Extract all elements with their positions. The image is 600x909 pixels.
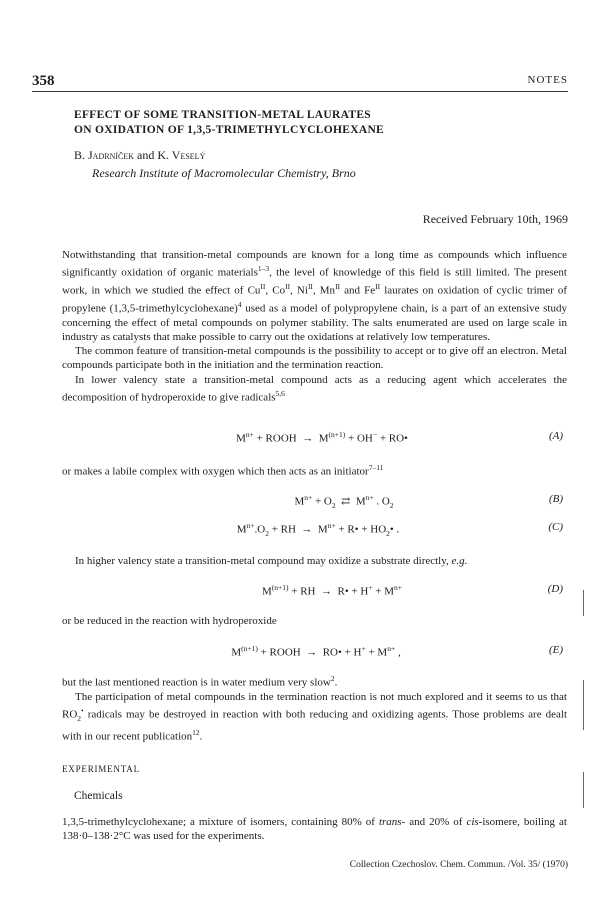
affiliation: Research Institute of Macromolecular Chemistry, Brno [92, 166, 356, 180]
equation-c [0, 521, 600, 539]
author-1: B. Jadrníček [74, 148, 135, 162]
equation-a [0, 430, 600, 448]
received-date: Received February 10th, 1969 [422, 212, 568, 226]
title-line-1: EFFECT OF SOME TRANSITION-METAL LAURATES [74, 109, 371, 121]
paragraph-9: 1,3,5-trimethylcyclohexane; a mixture of isomers, containing 80% of trans- and 20% of cis-isomere, boiling at 138·0–138·2°C was used for the experiments. [62, 816, 567, 843]
author-2: K. Veselý [157, 148, 206, 162]
header-rule [32, 91, 568, 92]
intro-block [62, 248, 567, 405]
equation-b-formula: $M^{n+} + O_2$ ⇄ $M^{n+}$ . $O_2$ [294, 493, 394, 510]
equation-d-label: (D) [547, 583, 563, 595]
equation-b [0, 493, 600, 511]
section-header: NOTES [527, 74, 568, 86]
title-line-2: ON OXIDATION OF 1,3,5-TRIMETHYLCYCLOHEXANE [74, 124, 385, 136]
article-title [74, 108, 384, 138]
margin-mark [583, 590, 584, 616]
margin-mark [583, 772, 584, 808]
equation-d-formula: $M^{(n+1)}$ + RH → R• + $H^+ + M^{n+}$ [261, 583, 403, 598]
equation-d [0, 583, 600, 601]
author-conjunction: and [137, 148, 155, 162]
paragraph-7: but the last mentioned reaction is in water medium very slow$^2$. [62, 674, 338, 689]
equation-e [0, 644, 600, 662]
authors [74, 148, 205, 163]
closing-block [62, 672, 567, 744]
margin-mark [583, 680, 584, 730]
paragraph-5: In higher valency state a transition-metal compound may oxidize a substrate directly, e.g. [75, 555, 468, 567]
equation-e-label: (E) [548, 644, 563, 656]
section-experimental: EXPERIMENTAL [62, 764, 140, 774]
paragraph-6: or be reduced in the reaction with hydroperoxide [62, 615, 277, 627]
equation-c-formula: $M^{n+}.O_2$ + RH → $M^{n+}$ + R• + $HO_2•$ . [236, 521, 400, 538]
paragraph-2: The common feature of transition-metal compounds is the possibility to accept or to give off an electron. Metal compounds participate both in the initiation and the termination reaction. [62, 345, 567, 372]
equation-a-label: (A) [548, 430, 563, 442]
subsection-chemicals: Chemicals [74, 790, 123, 802]
equation-b-label: (B) [548, 493, 563, 505]
equation-c-label: (C) [548, 521, 563, 533]
journal-footer: Collection Czechoslov. Chem. Commun. /Vol. 35/ (1970) [349, 860, 568, 870]
paragraph-8: The participation of metal compounds in the termination reaction is not much explored and it seems to us that $RO_2^•$ radicals may be destroyed in reaction with both reducing and oxidizing agents. Those problems are dealt with in our recent publication$^{12}$. [62, 690, 567, 743]
paragraph-1: Notwithstanding that transition-metal compounds are known for a long time as compounds which influence significantly oxidation of organic materials$^{1-3}$, the level of knowledge of this field is still limited. The present work, in which we studied the effect of $Cu^{II}$, $Co^{II}$, $Ni^{II}$, $Mn^{II}$ and $Fe^{II}$ laurates on oxidation of cyclic trimer of propylene (1,3,5-trimethylcyclohexane)$^4$ used as a model of polypropylene chain, is a part of an extensive study concerning the effect of metal compounds on polymer stability. The salts enumerated are used on large scale in industry as catalysts that make possible to carry out the oxidations at relatively low temperatures. [62, 249, 568, 343]
equation-e-formula: $M^{(n+1)}$ + ROOH → RO• + $H^+ + M^{n+}$ , [231, 644, 401, 659]
equation-a-formula: $M^{n+}$ + ROOH → $M^{(n+1)} + OH^-$ + RO• [236, 430, 408, 445]
paragraph-3: In lower valency state a transition-metal compound acts as a reducing agent which accelerates the decomposition of hydroperoxide to give radicals$^{5,6}$ [62, 373, 567, 404]
paragraph-4: or makes a labile complex with oxygen which then acts as an initiator$^{7-11}$ [62, 463, 384, 478]
page-number: 358 [32, 73, 55, 89]
